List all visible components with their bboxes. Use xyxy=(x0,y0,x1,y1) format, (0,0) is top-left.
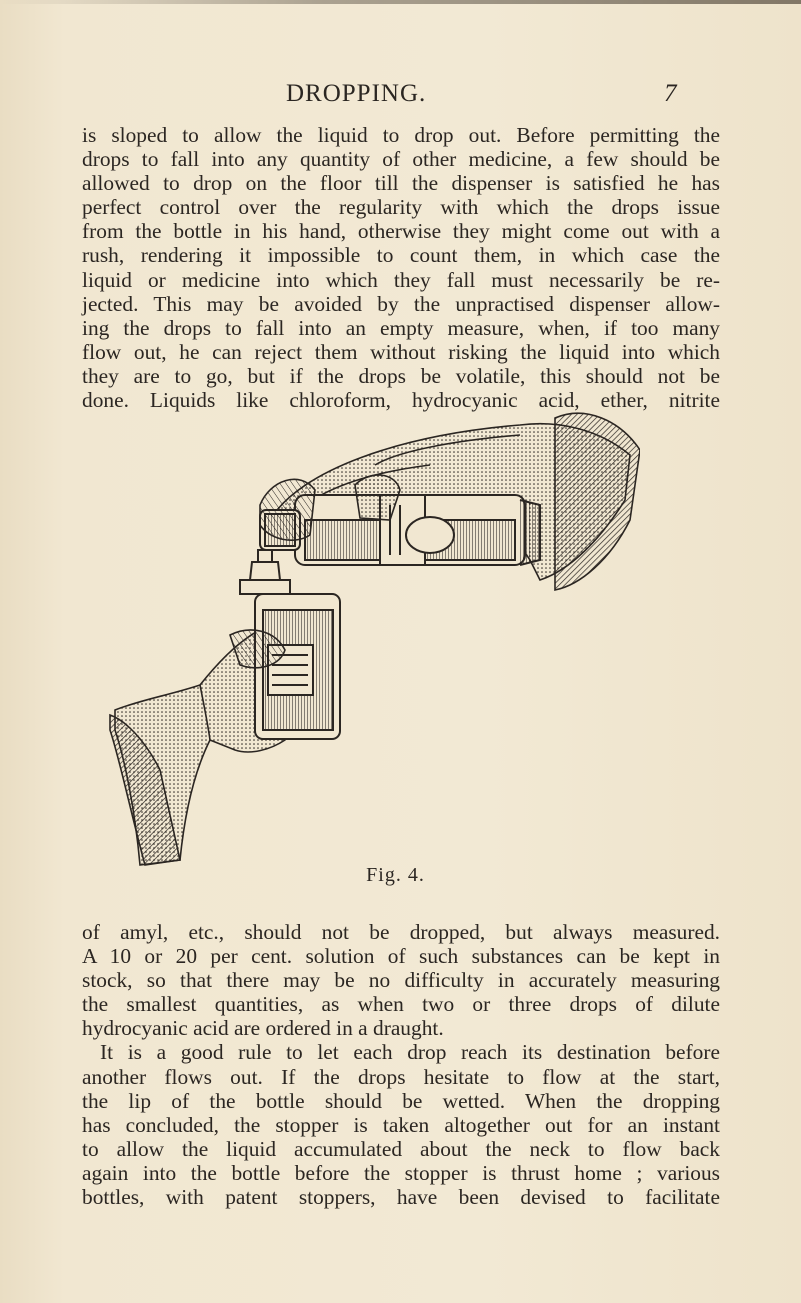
text-line: from the bottle in his hand, otherwise they might come out with a xyxy=(82,219,720,244)
text-line: the smallest quantities, as when two or three drops of dilute xyxy=(82,992,720,1017)
text-line: they are to go, but if the drops be volatile, this should not be xyxy=(82,363,720,388)
text-line: allowed to drop on the floor till the dispenser is satisfied he has xyxy=(82,171,720,196)
text-line: stock, so that there may be no difficulty in accurately measuring xyxy=(82,968,720,993)
text-line: hydrocyanic acid are ordered in a draught. xyxy=(82,1016,444,1041)
text-line: flow out, he can reject them without risking the liquid into which xyxy=(82,339,720,364)
figure-hands-dropping-bottle xyxy=(100,410,640,870)
text-line: A 10 or 20 per cent. solution of such substances can be kept in xyxy=(82,944,720,969)
text-line: again into the bottle before the stopper is thrust home ; various xyxy=(82,1160,720,1185)
text-line: It is a good rule to let each drop reach its destination before xyxy=(100,1040,720,1065)
text-line: jected. This may be avoided by the unpractised dispenser allow- xyxy=(82,291,720,316)
text-line: perfect control over the regularity with which the drops issue xyxy=(82,195,720,220)
text-line: is sloped to allow the liquid to drop out. Before permitting the xyxy=(82,123,720,147)
text-line: ing the drops to fall into an empty measure, when, if too many xyxy=(82,315,720,340)
text-line: to allow the liquid accumulated about the neck to flow back xyxy=(82,1136,720,1161)
body-paragraph-1 xyxy=(82,123,720,412)
body-paragraph-2 xyxy=(82,920,720,1209)
text-line: has concluded, the stopper is taken altogether out for an instant xyxy=(82,1112,720,1137)
text-line: rush, rendering it impossible to count them, in which case the xyxy=(82,243,720,268)
page-number: 7 xyxy=(664,80,677,107)
text-line: drops to fall into any quantity of other medicine, a few should be xyxy=(82,147,720,172)
running-head xyxy=(0,80,801,110)
text-line: the lip of the bottle should be wetted. When the dropping xyxy=(82,1088,720,1113)
text-line: of amyl, etc., should not be dropped, but always measured. xyxy=(82,920,720,944)
text-line: another flows out. If the drops hesitate to flow at the start, xyxy=(82,1064,720,1089)
figure-caption xyxy=(0,864,801,887)
running-title: DROPPING. xyxy=(286,80,427,107)
page-edge-shadow xyxy=(0,0,801,4)
text-line: done. Liquids like chloroform, hydrocyanic acid, ether, nitrite xyxy=(82,388,720,413)
text-line: liquid or medicine into which they fall must necessarily be re- xyxy=(82,267,720,292)
figure-caption-text: Fig. 4. xyxy=(366,864,425,886)
text-line: bottles, with patent stoppers, have been devised to facilitate xyxy=(82,1185,720,1210)
